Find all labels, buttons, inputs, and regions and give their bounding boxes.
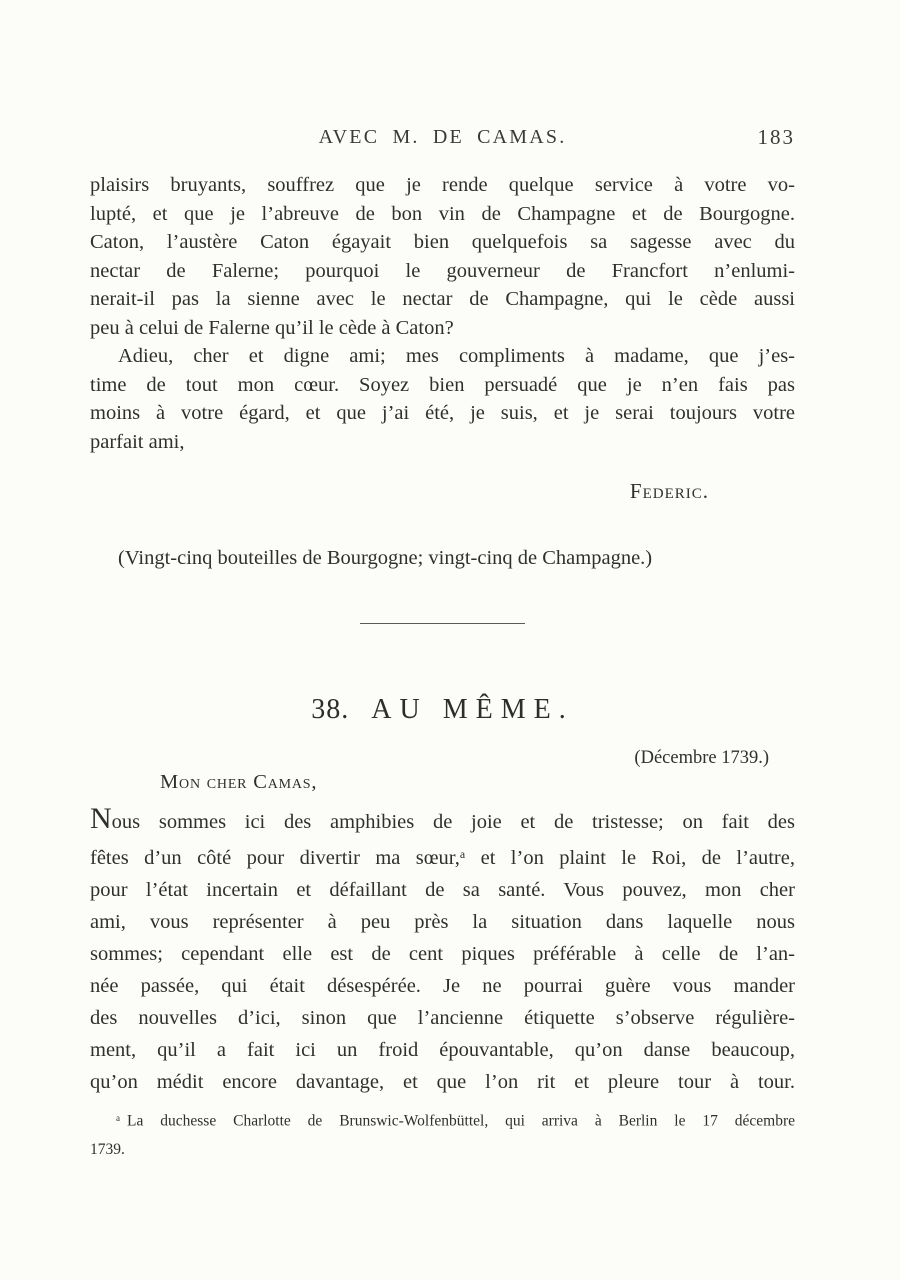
- text-block: [90, 126, 795, 1164]
- postscript-text: (Vingt-cinq bouteilles de Bourgogne; vingt-cinq de Champagne.): [118, 547, 653, 569]
- letter-number: 38.: [311, 694, 350, 725]
- text-line: moins à votre égard, et que j’ai été, je suis, et je serai toujours votre: [90, 402, 795, 424]
- signature-name: Federic.: [629, 479, 709, 503]
- footnote-reference: a: [459, 847, 466, 861]
- text-line: Adieu, cher et digne ami; mes compliments à madame, que j’es-: [118, 345, 795, 367]
- text-line-rest: ous sommes ici des amphibies de joie et de tristesse; on fait des: [111, 811, 795, 833]
- page-number: 183: [757, 125, 795, 149]
- text-line: pour l’état incertain et défaillant de sa santé. Vous pouvez, mon cher: [90, 878, 795, 901]
- letter-37-paragraph-1: [90, 171, 795, 342]
- letter-37-paragraph-2: [90, 342, 795, 456]
- letter-date-text: (Décembre 1739.): [634, 748, 769, 768]
- letter-38-heading: [90, 692, 795, 732]
- salutation-text: Mon cher Camas,: [160, 771, 318, 793]
- text-line: peu à celui de Falerne qu’il le cède à Caton?: [90, 316, 454, 339]
- text-line: née passée, qui était désespérée. Je ne pourrai guère vous mander: [90, 974, 795, 997]
- running-title: AVEC M. DE CAMAS.: [318, 126, 567, 148]
- text-line: plaisirs bruyants, souffrez que je rende quelque service à votre vo-: [90, 174, 795, 196]
- footnote-line: [90, 1104, 795, 1135]
- text-line: lupté, et que je l’abreuve de bon vin de Champagne et de Bourgogne.: [90, 202, 795, 225]
- text-line: sommes; cependant elle est de cent piques préférable à celle de l’an-: [90, 942, 795, 965]
- letter-date: [90, 746, 795, 770]
- text-line: parfait ami,: [90, 430, 185, 453]
- letter-title: AU MÊME.: [371, 694, 574, 725]
- footnote-text: La duchesse Charlotte de Brunswic-Wolfenbüttel, qui arriva à Berlin le 17 décembre: [127, 1112, 795, 1130]
- text-segment: fêtes d’un côté pour divertir ma sœur,: [90, 846, 460, 869]
- drop-cap-initial: N: [90, 802, 112, 835]
- letter-signature: [90, 476, 795, 509]
- text-line: nerait-il pas la sienne avec le nectar de Champagne, qui le cède aussi: [90, 288, 795, 310]
- text-line: nectar de Falerne; pourquoi le gouverneur de Francfort n’enlumi-: [90, 259, 795, 282]
- text-line: qu’on médit encore davantage, et que l’on rit et pleure tour à tour.: [90, 1070, 795, 1093]
- text-line: [90, 802, 795, 838]
- text-segment: et l’on plaint le Roi, de l’autre,: [465, 846, 795, 869]
- letter-38-body: [90, 802, 795, 1098]
- letter-salutation: [90, 770, 795, 796]
- page-header: [90, 126, 795, 148]
- text-line: ment, qu’il a fait ici un froid épouvantable, qu’on danse beaucoup,: [90, 1038, 795, 1061]
- text-line: time de tout mon cœur. Soyez bien persuadé que je n’en fais pas: [90, 373, 795, 396]
- postscript-line: [90, 543, 795, 573]
- footnote-marker: a: [116, 1112, 120, 1123]
- section-divider: [360, 623, 525, 624]
- footnote-line: 1739.: [90, 1141, 125, 1159]
- text-line: Caton, l’austère Caton égayait bien quelquefois sa sagesse avec du: [90, 231, 795, 253]
- text-line: ami, vous représenter à peu près la situation dans laquelle nous: [90, 910, 795, 933]
- footnote: [90, 1104, 795, 1164]
- text-line: des nouvelles d’ici, sinon que l’ancienne étiquette s’observe régulière-: [90, 1006, 795, 1029]
- text-line: [90, 838, 795, 874]
